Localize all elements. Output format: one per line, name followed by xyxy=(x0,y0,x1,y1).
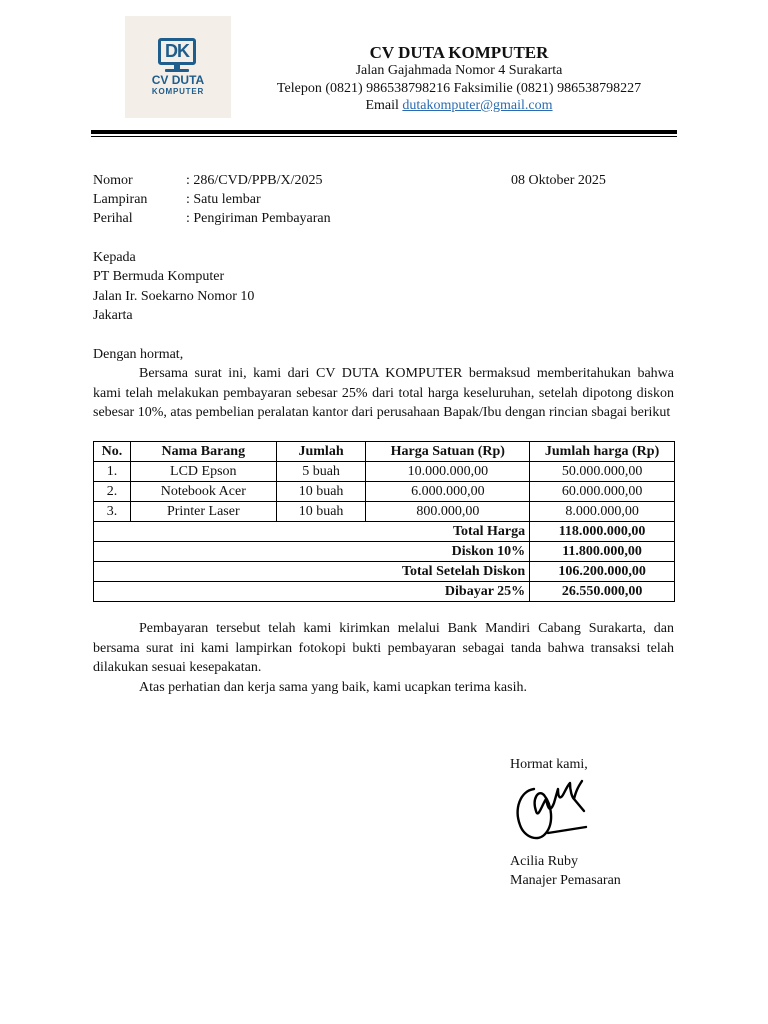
company-logo xyxy=(125,16,231,118)
recipient-name: PT Bermuda Komputer xyxy=(93,269,225,284)
summary-row xyxy=(94,542,675,562)
closing-text: Atas perhatian dan kerja sama yang baik, kami ucapkan terima kasih. xyxy=(139,679,527,695)
company-address: Jalan Gajahmada Nomor 4 Surakarta xyxy=(355,63,563,78)
summary-row xyxy=(94,582,675,602)
cell-unit-price: 800.000,00 xyxy=(366,502,530,522)
cell-item: LCD Epson xyxy=(130,462,276,482)
summary-label: Total Harga xyxy=(94,522,530,542)
logo-monitor-icon: DK xyxy=(158,38,196,65)
recipient-to: Kepada xyxy=(93,250,136,265)
summary-value: 118.000.000,00 xyxy=(530,522,675,542)
handwritten-signature xyxy=(512,775,592,845)
cell-amount: 60.000.000,00 xyxy=(530,482,675,502)
email-label: Email xyxy=(365,98,403,113)
summary-label: Dibayar 25% xyxy=(94,582,530,602)
cell-amount: 8.000.000,00 xyxy=(530,502,675,522)
lampiran-label: Lampiran xyxy=(93,192,148,207)
nomor-value: : 286/CVD/PPB/X/2025 xyxy=(186,173,323,188)
letter-date: 08 Oktober 2025 xyxy=(511,173,606,188)
header-rule-thin xyxy=(91,136,677,137)
header-rule-thick xyxy=(91,130,677,134)
perihal-label: Perihal xyxy=(93,211,133,226)
table-row xyxy=(94,482,675,502)
company-name: CV DUTA KOMPUTER xyxy=(369,43,549,62)
summary-row xyxy=(94,562,675,582)
lampiran-value: : Satu lembar xyxy=(186,192,261,207)
cell-unit-price: 10.000.000,00 xyxy=(366,462,530,482)
cell-no: 2. xyxy=(94,482,131,502)
cell-item: Printer Laser xyxy=(130,502,276,522)
col-header-unit-price: Harga Satuan (Rp) xyxy=(366,442,530,462)
items-table xyxy=(93,441,675,602)
summary-value: 11.800.000,00 xyxy=(530,542,675,562)
logo-monitor-base xyxy=(165,69,189,72)
salutation: Dengan hormat, xyxy=(93,347,184,362)
payment-text: Pembayaran tersebut telah kami kirimkan melalui Bank Mandiri Cabang Surakarta, dan bersama surat ini kami lampirkan fotokopi bukti pembayaran sebagai tanda bahwa transaksi telah dilakukan sesuai kesepakatan. xyxy=(93,621,674,675)
regards: Hormat kami, xyxy=(510,757,588,772)
col-header-item: Nama Barang xyxy=(130,442,276,462)
cell-qty: 10 buah xyxy=(276,482,366,502)
email-link[interactable]: dutakomputer@gmail.com xyxy=(402,98,553,113)
perihal-value: : Pengiriman Pembayaran xyxy=(186,211,331,226)
signer-title: Manajer Pemasaran xyxy=(510,873,621,888)
cell-no: 3. xyxy=(94,502,131,522)
summary-label: Diskon 10% xyxy=(94,542,530,562)
cell-amount: 50.000.000,00 xyxy=(530,462,675,482)
cell-unit-price: 6.000.000,00 xyxy=(366,482,530,502)
company-email-line xyxy=(240,97,678,115)
recipient-city: Jakarta xyxy=(93,308,133,323)
cell-no: 1. xyxy=(94,462,131,482)
table-row xyxy=(94,462,675,482)
col-header-no: No. xyxy=(94,442,131,462)
cell-item: Notebook Acer xyxy=(130,482,276,502)
company-phone: Telepon (0821) 986538798216 Faksimilie (0821) 986538798227 xyxy=(276,81,642,96)
intro-text: Bersama surat ini, kami dari CV DUTA KOMPUTER bermaksud memberitahukan bahwa kami telah melakukan pembayaran sebesar 25% dari total harga keseluruhan, setelah dipotong diskon sebesar 10%, atas pembelian peralatan kantor dari perusahaan Bapak/Ibu dengan rincian sbagai berikut xyxy=(93,366,674,420)
signer-name: Acilia Ruby xyxy=(510,854,579,869)
summary-row xyxy=(94,522,675,542)
col-header-amount: Jumlah harga (Rp) xyxy=(530,442,675,462)
col-header-qty: Jumlah xyxy=(276,442,366,462)
table-row xyxy=(94,502,675,522)
table-header-row xyxy=(94,442,675,462)
summary-value: 26.550.000,00 xyxy=(530,582,675,602)
cell-qty: 5 buah xyxy=(276,462,366,482)
nomor-label: Nomor xyxy=(93,173,133,188)
logo-name: CV DUTA xyxy=(151,73,205,87)
payment-paragraph xyxy=(93,619,674,697)
recipient-street: Jalan Ir. Soekarno Nomor 10 xyxy=(93,289,255,304)
logo-subname: KOMPUTER xyxy=(151,87,205,96)
intro-paragraph xyxy=(93,364,674,423)
cell-qty: 10 buah xyxy=(276,502,366,522)
summary-label: Total Setelah Diskon xyxy=(94,562,530,582)
summary-value: 106.200.000,00 xyxy=(530,562,675,582)
